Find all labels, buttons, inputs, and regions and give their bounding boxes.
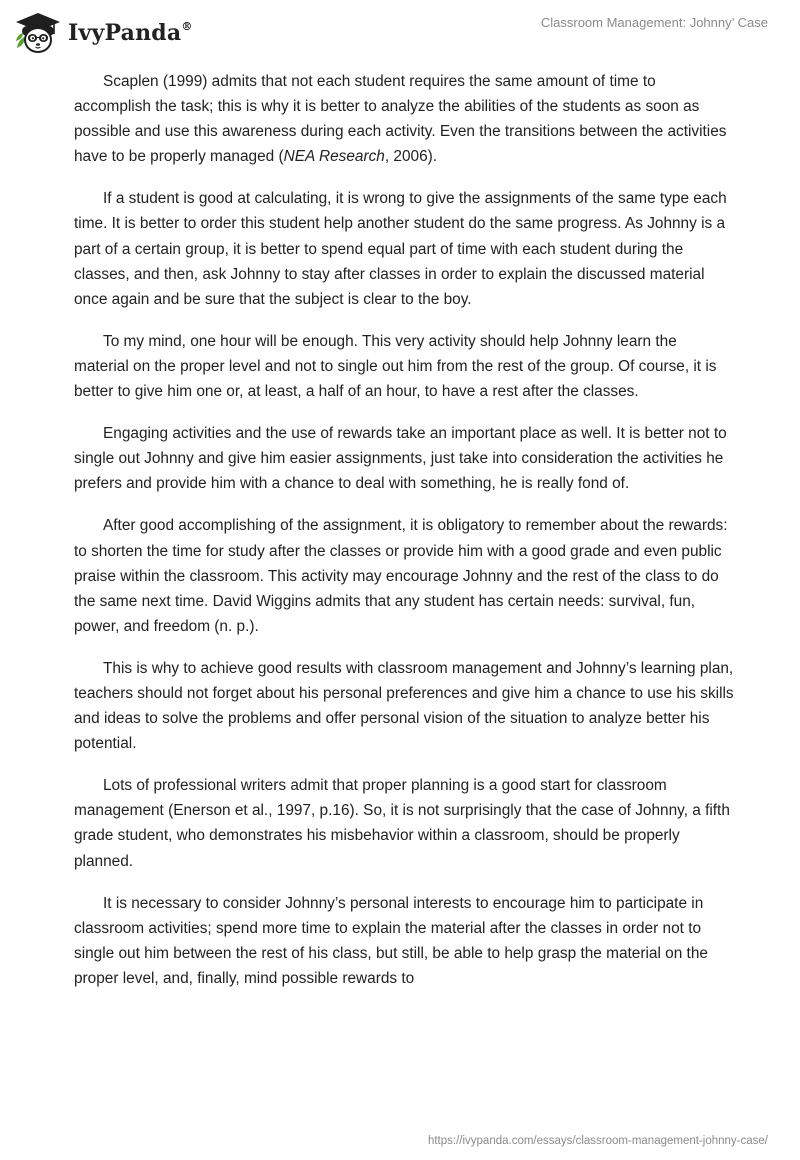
source-url[interactable]: https://ivypanda.com/essays/classroom-management-johnny-case/ (427, 1135, 768, 1147)
paragraph-2: If a student is good at calculating, it is wrong to give the assignments of the same type each time. It is better to order this student help another student do the same progress. As Johnny is a part of a certain group, it is better to spend equal part of time with each student during the classes, and then, ask Johnny to stay after classes in order to explain the discussed material once again and be sure that the subject is clear to the boy. (74, 190, 727, 308)
essay-body (74, 69, 734, 1008)
ivypanda-logo[interactable] (14, 10, 193, 56)
panda-graduate-icon (14, 10, 62, 56)
brand-name (68, 20, 193, 46)
registered-mark: ® (181, 19, 193, 33)
paragraph-6: This is why to achieve good results with classroom management and Johnny’s learning plan, teachers should not forget about his personal preferences and give him a chance to use his skills and ideas to solve the problems and offer personal vision of the situation to analyze better his potential. (74, 659, 734, 753)
paragraph-1 (74, 69, 734, 169)
paragraph-1-text: Scaplen (1999) admits that not each student requires the same amount of time to accomplish the task; this is why it is better to analyze the abilities of the students as soon as possible and use this awareness during each activity. Even the transitions between the activities have to be properly managed ( (74, 73, 727, 166)
paragraph-4: Engaging activities and the use of rewards take an important place as well. It is better not to single out Johnny and give him easier assignments, just take into consideration the activities he prefers and provide him with a chance to deal with something, he is really fond of. (74, 425, 727, 493)
paragraph-1-text-end: , 2006). (384, 148, 438, 166)
brand-text: IvyPanda (68, 20, 182, 46)
paragraph-8: It is necessary to consider Johnny’s personal interests to encourage him to participate in classroom activities; spend more time to explain the material after the classes in order not to single out him between the rest of his class, but still, be able to help grasp the material on the proper level, and, finally, mind possible rewards to (74, 894, 708, 987)
paragraph-7: Lots of professional writers admit that proper planning is a good start for classroom management (Enerson et al., 1997, p.16). So, it is not surprisingly that the case of Johnny, a fifth grade student, who demonstrates his misbehavior within a classroom, should be properly planned. (74, 777, 730, 870)
nea-research-citation: NEA Research (283, 148, 385, 166)
paragraph-3: To my mind, one hour will be enough. This very activity should help Johnny learn the material on the proper level and not to single out him from the rest of the group. Of course, it is better to give him one or, at least, a half of an hour, to have a rest after the classes. (74, 332, 717, 401)
paragraph-5: After good accomplishing of the assignment, it is obligatory to remember about the rewards: to shorten the time for study after the classes or provide him with a good grade and even public praise within the classroom. This activity may encourage Johnny and the rest of the class to do the same next time. David Wiggins admits that any student has certain needs: survival, fun, power, and freedom (n. p.). (74, 517, 728, 635)
page-header (0, 0, 800, 66)
document-title: Classroom Management: Johnny’ Case (540, 15, 768, 30)
